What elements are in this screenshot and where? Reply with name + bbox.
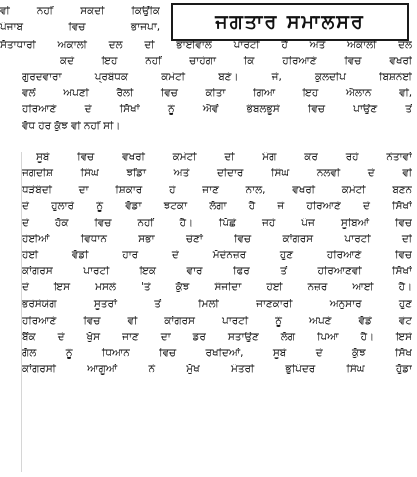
article-line: ਵੱਧ ਹੋਰ ਕੁੱਝ ਵੀ ਨਹੀਂ ਸੀ। <box>22 121 121 132</box>
article-line: ਵਲੋਂ ਅਪਣੀ ਰੈਲੀ ਵਿਚ ਕੀਤਾ ਗਿਆ ਇਹ ਐਲਾਨ ਵੀ, <box>22 88 412 99</box>
article-line: ਕਾਂਗਰਸ ਪਾਰਟੀ ਇਕ ਵਾਰ ਫਿਰ ਤੋਂ ਹਰਿਆਣਵੀ ਸਿੱਖਾਂ <box>22 266 412 277</box>
article-line: ਹੋਈ ਵੱਡੀ ਹਾਰ ਦੇ ਮੱਦੇਨਜ਼ਰ ਹੁਣ ਹਰਿਆਣੇ ਵਿਚ <box>22 250 412 261</box>
article-line: ਵੀ ਨਹੀਂ ਸਕਦੀ ਕਿਉਂਕਿ <box>0 6 160 17</box>
author-name: ਜਗਤਾਰ ਸਮਾਲਸਰ <box>215 11 365 33</box>
article-line: ਦੇ ਹੁਲਾਰੇ ਨੂੰ ਵੱਡਾ ਝਟਕਾ ਲੱਗਾ ਹੈ ਜੋ ਹਰਿਆਣੇ ਦੇ ਸਿੱਖਾਂ <box>22 201 412 212</box>
article-line: ਸੂਬੇ ਵਿਚ ਵਖਰੀ ਕਮੇਟੀ ਦੀ ਮੰਗ ਕਰ ਰਹੇ ਨੇਤਾਵਾਂ <box>36 152 412 163</box>
article-line: ਹਰਿਆਣੇ ਵਿਚ ਵੀ ਕਾਂਗਰਸ ਪਾਰਟੀ ਨੂੰ ਅਪਣੇ ਵੱਡੇ ਵੋਟ <box>22 316 412 327</box>
article-line: ਹਰਿਆਣੇ ਦੇ ਸਿੱਖਾਂ ਨੂੰ ਐਵੇਂ ਭੰਬਲਭੂਸੇ ਵਿਚ ਪਾਉਣ ਤੋਂ <box>22 104 412 115</box>
article-line: ਕਾਂਗਰਸੀ ਆਗੂਆਂ ਨੇ ਮੁੱਖ ਮੰਤਰੀ ਭੁਪਿੰਦਰ ਸਿੰਘ ਹੁੱਡਾ <box>22 364 412 375</box>
article-line: ਪੰਜਾਬ ਵਿਚ ਭਾਜਪਾ, <box>0 22 160 33</box>
article-line: ਗੱਲ ਨੂੰ ਧਿਆਨ ਵਿਚ ਰਖਦਿਆਂ, ਸੂਬੇ ਦੇ ਕੁੱਝ ਸਿੱਖ <box>22 348 412 359</box>
article-line: ਸੱਤਾਧਾਰੀ ਅਕਾਲੀ ਦਲ ਦੀ ਭਾਈਵਾਲ ਪਾਰਟੀ ਹੈ ਅਤੇ ਅਕਾਲੀ ਦਲ <box>0 40 412 51</box>
article-line: ਧੜੇਬੰਦੀ ਦਾ ਸ਼ਿਕਾਰ ਹੋ ਜਾਣ ਨਾਲ, ਵਖਰੀ ਕਮੇਟੀ ਬਣਨ <box>22 185 412 196</box>
article-line: ਦੇ ਇਸ ਮਸਲੇ 'ਤੇ ਕੁੱਝ ਸੰਜੀਦਾ ਹੋਈ ਨਜ਼ਰ ਆਈ ਹੈ। <box>22 282 412 293</box>
article-line: ਭਰੋਸੇਯੋਗ ਸੂਤਰਾਂ ਤੋਂ ਮਿਲੀ ਜਾਣਕਾਰੀ ਅਨੁਸਾਰ ਹੁਣ <box>22 299 412 310</box>
author-byline-box <box>171 3 409 41</box>
article-line: ਦੇ ਹੱਕ ਵਿਚ ਨਹੀਂ ਹੈ। ਪਿੱਛੇ ਜਹੇ ਪੰਜ ਸੂਬਿਆਂ ਵਿਚ <box>22 218 412 229</box>
article-line: ਗੁਰਦਵਾਰਾ ਪ੍ਰਬੰਧਕ ਕਮੇਟੀ ਬਣੇ। ਜੇ, ਕੁਲਦੀਪ ਬਿਸ਼ਨੋਈ <box>22 72 412 83</box>
article-line: ਕਦੇ ਇਹ ਨਹੀਂ ਚਾਹੇਗਾ ਕਿ ਹਰਿਆਣੇ ਵਿਚ ਵਖਰੀ <box>60 56 412 67</box>
column-rule <box>21 152 22 472</box>
article-line: ਜਗਦੀਸ਼ ਸਿੰਘ ਝੀਂਡਾ ਅਤੇ ਦੀਦਾਰ ਸਿੰਘ ਨਲਵੀ ਦੇ ਵੀ <box>22 168 412 179</box>
article-line: ਬੈਂਕ ਦੇ ਖੁੱਸ ਜਾਣ ਦਾ ਡਰ ਸਤਾਉਣ ਲੱਗ ਪਿਆ ਹੈ। ਇਸੇ <box>22 332 412 343</box>
article-line: ਹੋਈਆਂ ਵਿਧਾਨ ਸਭਾ ਚੋਣਾਂ ਵਿਚ ਕਾਂਗਰਸ ਪਾਰਟੀ ਦੀ <box>22 234 412 245</box>
